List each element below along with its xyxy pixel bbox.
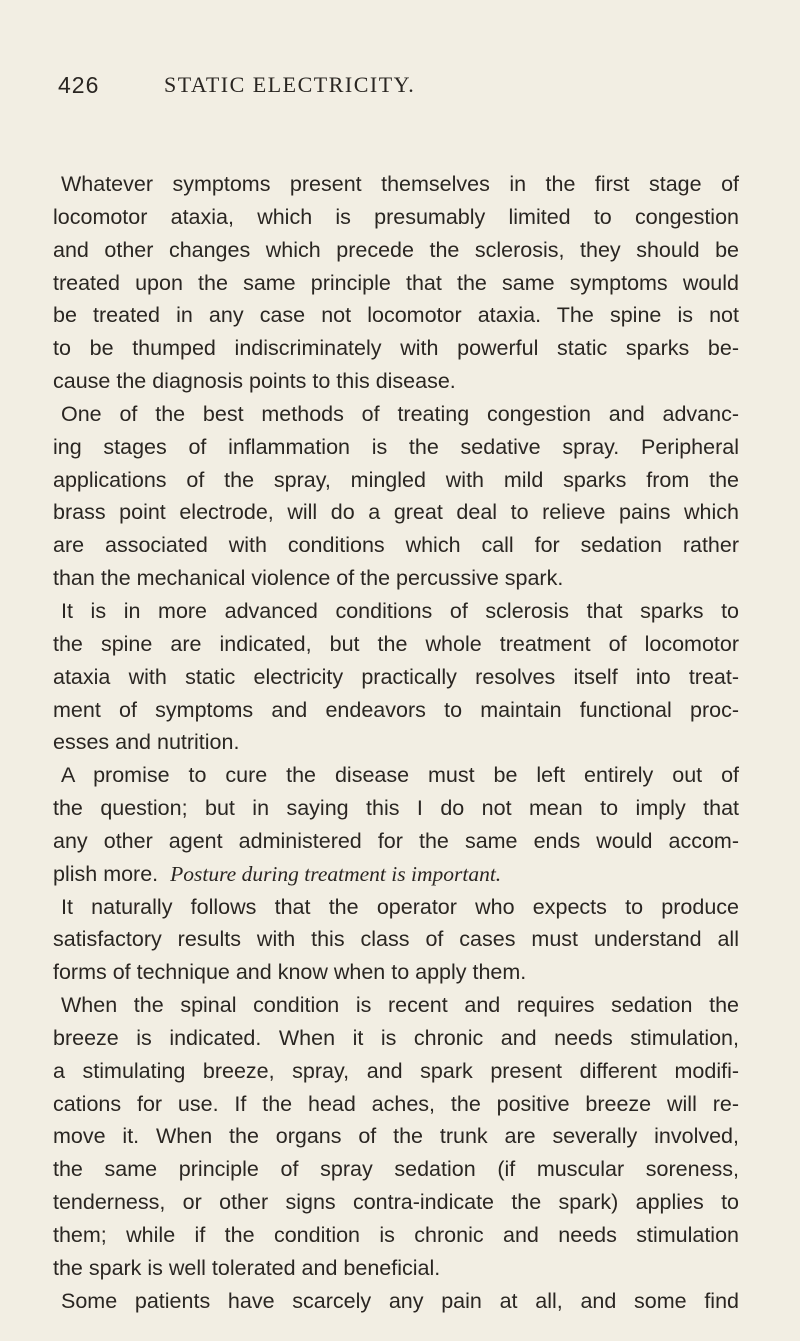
text-line: esses and nutrition. — [53, 730, 240, 755]
paragraph — [53, 595, 739, 759]
paragraph — [53, 1285, 739, 1318]
text-line: Some patients have scarcely any pain at all, and some find — [61, 1288, 739, 1313]
text-line: applications of the spray, mingled with mild sparks from the — [53, 467, 739, 492]
text-line: any other agent administered for the same ends would accom- — [53, 828, 739, 853]
text-line: and other changes which precede the sclerosis, they should be — [53, 237, 739, 262]
text-line: cations for use. If the head aches, the positive breeze will re- — [53, 1091, 739, 1116]
text-line: It is in more advanced conditions of sclerosis that sparks to — [61, 598, 739, 623]
text-line: the question; but in saying this I do not mean to imply that — [53, 796, 739, 821]
text-line: cause the diagnosis points to this disease. — [53, 369, 456, 394]
text-line: a stimulating breeze, spray, and spark present different modifi- — [53, 1058, 739, 1083]
page-number: 426 — [58, 72, 100, 98]
text-line: One of the best methods of treating congestion and advanc- — [61, 401, 739, 426]
text-line: Whatever symptoms present themselves in the first stage of — [61, 172, 739, 196]
text-line: are associated with conditions which call for sedation rather — [53, 533, 739, 558]
text-line: the spark is well tolerated and beneficial. — [53, 1255, 441, 1280]
text-line: to be thumped indiscriminately with powerful static sparks be- — [53, 336, 739, 361]
paragraph — [53, 989, 739, 1285]
text-line: treated upon the same principle that the same symptoms would — [53, 270, 739, 295]
text-line: satisfactory results with this class of cases must understand all — [53, 927, 739, 952]
text-line: be treated in any case not locomotor ataxia. The spine is not — [53, 303, 739, 328]
text-line: ing stages of inflammation is the sedative spray. Peripheral — [53, 434, 739, 459]
italic-sentence: Posture during treatment is important. — [170, 861, 502, 886]
text-line: ment of symptoms and endeavors to maintain functional proc- — [53, 697, 739, 722]
text-line: than the mechanical violence of the percussive spark. — [53, 566, 564, 591]
paragraph — [53, 398, 739, 595]
text-line: ataxia with static electricity practically resolves itself into treat- — [53, 664, 739, 689]
text-line: tenderness, or other signs contra-indicate the spark) applies to — [53, 1190, 739, 1215]
running-title: STATIC ELECTRICITY. — [164, 72, 416, 97]
text-line: breeze is indicated. When it is chronic and needs stimulation, — [53, 1025, 739, 1050]
text-line: the spine are indicated, but the whole treatment of locomotor — [53, 631, 739, 656]
text-line: forms of technique and know when to apply them. — [53, 960, 527, 985]
text-line: move it. When the organs of the trunk are severally involved, — [53, 1124, 739, 1149]
page-body-text — [53, 168, 739, 1318]
paragraph — [53, 759, 739, 890]
paragraph — [53, 168, 739, 398]
paragraph — [53, 891, 739, 990]
text-line: It naturally follows that the operator who expects to produce — [61, 894, 739, 919]
text-line: locomotor ataxia, which is presumably limited to congestion — [53, 204, 739, 229]
text-line: brass point electrode, will do a great deal to relieve pains which — [53, 500, 739, 525]
text-line: them; while if the condition is chronic and needs stimulation — [53, 1223, 739, 1247]
text-line: the same principle of spray sedation (if muscular soreness, — [53, 1157, 739, 1182]
text-line: A promise to cure the disease must be left entirely out of — [61, 763, 739, 788]
text-line: plish more. Posture during treatment is important. — [53, 861, 502, 886]
text-line: When the spinal condition is recent and requires sedation the — [61, 993, 739, 1018]
running-header — [58, 72, 738, 106]
